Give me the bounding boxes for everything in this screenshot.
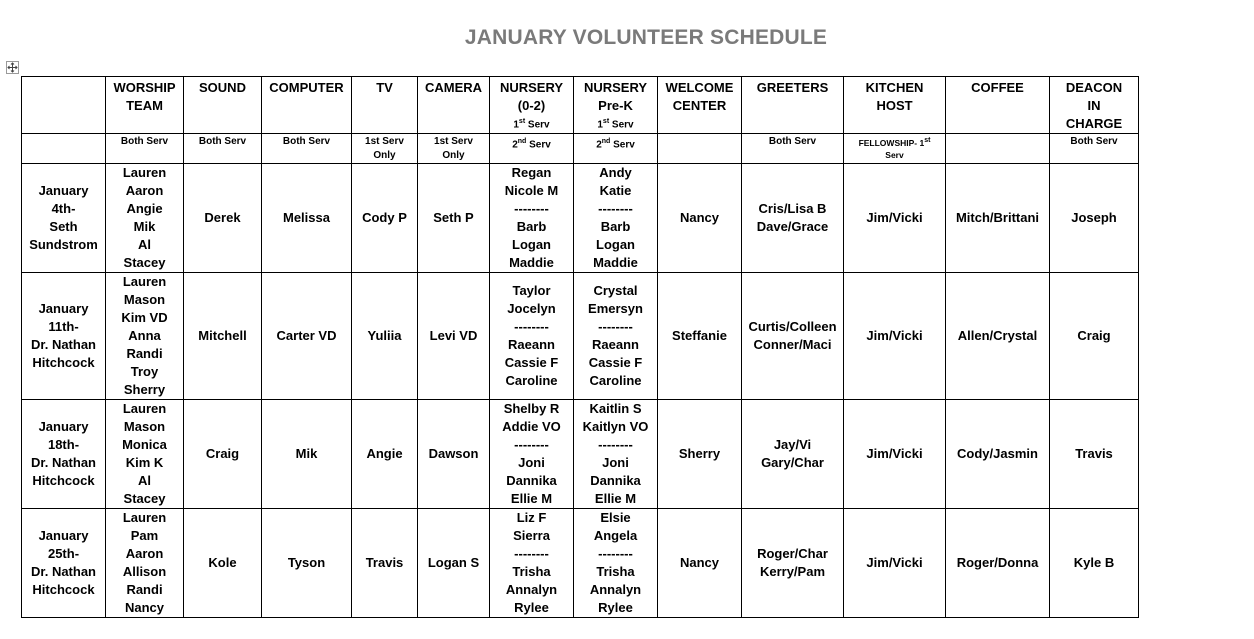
column-header (106, 77, 184, 134)
volunteer-name: Allen/Crystal (957, 328, 1038, 343)
service-cell (262, 134, 352, 164)
table-cell (352, 400, 418, 509)
volunteer-name: Mik (133, 219, 156, 234)
volunteer-name: Shelby R (503, 401, 560, 416)
date-cell (22, 509, 106, 618)
volunteer-name: Tyson (287, 555, 326, 570)
volunteer-name: Jim/Vicki (866, 210, 923, 225)
volunteer-name: Addie VO (502, 419, 561, 434)
volunteer-name: Lauren (122, 274, 167, 289)
volunteer-name: Troy (130, 364, 159, 379)
table-cell (742, 400, 844, 509)
table-cell (658, 509, 742, 618)
table-move-handle-icon[interactable] (6, 61, 19, 74)
column-header-line: NURSERY (583, 80, 648, 95)
date-cell-line: Hitchcock (32, 473, 95, 488)
table-row (22, 273, 1139, 400)
volunteer-name: Nicole M (504, 183, 559, 198)
volunteer-name: Emersyn (588, 301, 643, 316)
column-header (844, 77, 946, 134)
column-header-line: NURSERY (499, 80, 564, 95)
table-cell (742, 509, 844, 618)
volunteer-name: Joseph (1071, 210, 1117, 225)
service-cell (490, 134, 574, 164)
volunteer-name: Gary/Char (761, 455, 824, 470)
volunteer-name: Lauren (122, 401, 167, 416)
volunteer-name: Nancy (679, 555, 720, 570)
table-cell (844, 400, 946, 509)
date-cell-line: Hitchcock (32, 582, 95, 597)
volunteer-name: Al (138, 473, 151, 488)
column-header-line: TV (376, 80, 393, 95)
column-header-service: 1st Serv (597, 118, 634, 131)
table-cell (184, 509, 262, 618)
table-row (22, 509, 1139, 618)
column-header (742, 77, 844, 134)
service-cell-line: FELLOWSHIP- 1st (858, 137, 931, 148)
date-cell-line: Dr. Nathan (30, 455, 96, 470)
volunteer-name: Pam (130, 528, 159, 543)
volunteer-name: Jim/Vicki (866, 446, 923, 461)
volunteer-name: -------- (514, 437, 549, 452)
volunteer-name: Angie (366, 446, 403, 461)
volunteer-name: Stacey (123, 255, 166, 270)
volunteer-name: Steffanie (672, 328, 727, 343)
column-header-line: HOST (876, 98, 913, 113)
volunteer-name: Trisha (596, 564, 635, 579)
date-cell-line: January (38, 301, 89, 316)
volunteer-name: Katie (599, 183, 632, 198)
volunteer-name: Barb (600, 219, 631, 234)
table-cell (184, 164, 262, 273)
table-cell (844, 164, 946, 273)
column-header (262, 77, 352, 134)
table-cell (418, 400, 490, 509)
table-cell (418, 509, 490, 618)
volunteer-name: Jim/Vicki (866, 555, 923, 570)
volunteer-name: Maddie (593, 255, 638, 270)
date-cell-line: Hitchcock (32, 355, 95, 370)
volunteer-name: Kole (208, 555, 237, 570)
table-cell (742, 273, 844, 400)
volunteer-name: Rylee (514, 600, 549, 615)
volunteer-name: Curtis/Colleen (748, 319, 837, 334)
volunteer-name: Maddie (509, 255, 554, 270)
table-cell (574, 164, 658, 273)
date-cell-line: 18th- (47, 437, 80, 452)
volunteer-name: Barb (516, 219, 547, 234)
volunteer-name: Melissa (283, 210, 330, 225)
service-cell (418, 134, 490, 164)
table-cell (658, 164, 742, 273)
volunteer-name: Logan S (427, 555, 480, 570)
service-cell (658, 134, 742, 164)
table-cell (1050, 273, 1139, 400)
table-cell (490, 273, 574, 400)
table-cell (106, 509, 184, 618)
volunteer-name: Angela (593, 528, 638, 543)
page-title: JANUARY VOLUNTEER SCHEDULE (464, 26, 828, 49)
table-cell (658, 400, 742, 509)
table-cell (1050, 509, 1139, 618)
volunteer-name: Cody P (362, 210, 407, 225)
column-header-line: TEAM (126, 98, 163, 113)
volunteer-name: Craig (1077, 328, 1111, 343)
volunteer-name: Travis (1075, 446, 1113, 461)
volunteer-name: Nancy (679, 210, 720, 225)
service-cell (1050, 134, 1139, 164)
service-cell (22, 134, 106, 164)
column-header-line: SOUND (199, 80, 246, 95)
column-header-line: COMPUTER (269, 80, 344, 95)
volunteer-name: Randi (126, 582, 163, 597)
column-header (22, 77, 106, 134)
table-cell (574, 400, 658, 509)
table-cell (262, 509, 352, 618)
service-cell-line: Only (442, 150, 465, 161)
volunteer-name: -------- (514, 319, 549, 334)
volunteer-name: -------- (514, 201, 549, 216)
volunteer-name: -------- (598, 319, 633, 334)
volunteer-name: Elsie (600, 510, 631, 525)
service-row (22, 134, 1139, 164)
table-cell (946, 164, 1050, 273)
volunteer-name: Kyle B (1073, 555, 1115, 570)
column-header (418, 77, 490, 134)
service-cell-line: 1st Serv (434, 136, 473, 147)
date-cell-line: 25th- (47, 546, 80, 561)
column-header-line: GREETERS (756, 80, 829, 95)
volunteer-name: Taylor (512, 283, 551, 298)
date-cell-line: January (38, 183, 89, 198)
table-cell (490, 509, 574, 618)
volunteer-name: Cris/Lisa B (758, 201, 827, 216)
table-row (22, 164, 1139, 273)
table-cell (946, 400, 1050, 509)
service-cell-line: Both Serv (198, 136, 247, 147)
volunteer-name: Nancy (124, 600, 165, 615)
volunteer-name: Logan (596, 237, 635, 252)
volunteer-name: Dannika (590, 473, 641, 488)
volunteer-name: Mik (295, 446, 318, 461)
column-header-line: CAMERA (424, 80, 483, 95)
date-cell-line: Seth (49, 219, 78, 234)
service-cell-line: Only (373, 150, 396, 161)
volunteer-name: Jay/Vi (773, 437, 812, 452)
text-cursor (1138, 132, 1139, 150)
service-cell (184, 134, 262, 164)
date-cell-line: 11th- (48, 319, 79, 334)
volunteer-name: Raeann (592, 337, 639, 352)
volunteer-name: Jim/Vicki (866, 328, 923, 343)
volunteer-name: Aaron (125, 546, 164, 561)
volunteer-name: Dawson (428, 446, 479, 461)
volunteer-name: Kim K (125, 455, 164, 470)
column-header (184, 77, 262, 134)
table-cell (418, 273, 490, 400)
table-cell (574, 509, 658, 618)
service-cell (574, 134, 658, 164)
table-cell (574, 273, 658, 400)
volunteer-name: Kerry/Pam (759, 564, 826, 579)
column-header-line: CHARGE (1065, 116, 1123, 131)
volunteer-name: Andy (599, 165, 632, 180)
column-header-line: CENTER (672, 98, 727, 113)
volunteer-name: Lauren (122, 510, 167, 525)
service-cell (844, 134, 946, 164)
volunteer-name: Joni (602, 455, 629, 470)
volunteer-name: -------- (598, 201, 633, 216)
volunteer-name: -------- (598, 546, 633, 561)
volunteer-name: Crystal (593, 283, 638, 298)
column-header (352, 77, 418, 134)
table-cell (490, 400, 574, 509)
volunteer-name: Stacey (123, 491, 166, 506)
table-cell (352, 509, 418, 618)
service-cell (106, 134, 184, 164)
volunteer-name: Liz F (516, 510, 547, 525)
volunteer-name: Roger/Donna (956, 555, 1039, 570)
column-header-line: WORSHIP (113, 80, 176, 95)
table-cell (1050, 400, 1139, 509)
header-row (22, 77, 1139, 134)
volunteer-name: Craig (205, 446, 240, 461)
volunteer-name: Ellie M (594, 491, 637, 506)
column-header (946, 77, 1050, 134)
table-cell (106, 273, 184, 400)
volunteer-name: Aaron (125, 183, 164, 198)
volunteer-name: Mitch/Brittani (955, 210, 1040, 225)
volunteer-name: Regan (511, 165, 552, 180)
volunteer-name: Raeann (508, 337, 555, 352)
volunteer-name: Lauren (122, 165, 167, 180)
date-cell (22, 273, 106, 400)
date-cell (22, 400, 106, 509)
date-cell-line: January (38, 528, 89, 543)
volunteer-name: Sherry (123, 382, 166, 397)
date-cell-line: Dr. Nathan (30, 564, 96, 579)
service-cell-line: 2nd Serv (512, 138, 551, 151)
column-header-line: COFFEE (971, 80, 1024, 95)
volunteer-name: Derek (204, 210, 241, 225)
volunteer-name: Carter VD (276, 328, 337, 343)
volunteer-name: Logan (512, 237, 551, 252)
column-header-line: KITCHEN (865, 80, 924, 95)
volunteer-name: Kaitlyn VO (582, 419, 649, 434)
volunteer-name: Annalyn (505, 582, 558, 597)
column-header-line: IN (1087, 98, 1101, 113)
table-cell (742, 164, 844, 273)
volunteer-name: Caroline (589, 373, 642, 388)
column-header-service: 1st Serv (513, 118, 550, 131)
date-cell-line: January (38, 419, 89, 434)
service-cell-line: 1st Serv (365, 136, 404, 147)
table-cell (946, 273, 1050, 400)
table-cell (352, 164, 418, 273)
service-cell-line: Both Serv (768, 136, 817, 147)
table-row (22, 400, 1139, 509)
volunteer-name: Monica (122, 437, 167, 452)
date-cell-line: Sundstrom (29, 237, 98, 252)
table-cell (184, 273, 262, 400)
column-header-line: (0-2) (517, 98, 546, 113)
volunteer-name: Sierra (513, 528, 550, 543)
volunteer-name: Allison (122, 564, 167, 579)
column-header-line: DEACON (1065, 80, 1123, 95)
column-header (658, 77, 742, 134)
date-cell (22, 164, 106, 273)
date-cell-line: 4th- (51, 201, 76, 216)
volunteer-name: Kaitlin S (589, 401, 642, 416)
service-cell (946, 134, 1050, 164)
service-cell-line: 2nd Serv (596, 138, 635, 151)
volunteer-name: Jocelyn (507, 301, 556, 316)
table-cell (490, 164, 574, 273)
volunteer-name: Trisha (512, 564, 551, 579)
volunteer-name: Mason (123, 292, 166, 307)
volunteer-name: Caroline (505, 373, 558, 388)
volunteer-name: Angie (126, 201, 163, 216)
table-cell (184, 400, 262, 509)
volunteer-name: Joni (518, 455, 545, 470)
volunteer-name: Levi VD (429, 328, 478, 343)
volunteer-name: Ellie M (510, 491, 553, 506)
volunteer-name: Conner/Maci (753, 337, 832, 352)
volunteer-name: Dannika (506, 473, 557, 488)
table-cell (262, 164, 352, 273)
volunteer-name: Dave/Grace (756, 219, 829, 234)
column-header (1050, 77, 1139, 134)
table-cell (418, 164, 490, 273)
table-cell (1050, 164, 1139, 273)
volunteer-name: Rylee (598, 600, 633, 615)
volunteer-name: Mitchell (198, 328, 247, 343)
table-cell (106, 164, 184, 273)
column-header (574, 77, 658, 134)
volunteer-name: Travis (365, 555, 404, 570)
volunteer-name: Yuliia (367, 328, 402, 343)
column-header-line: WELCOME (665, 80, 734, 95)
volunteer-name: Seth P (433, 210, 474, 225)
volunteer-name: Cassie F (504, 355, 559, 370)
volunteer-name: Sherry (678, 446, 721, 461)
table-cell (844, 273, 946, 400)
service-cell-line: Both Serv (282, 136, 331, 147)
table-cell (658, 273, 742, 400)
volunteer-name: Kim VD (121, 310, 168, 325)
volunteer-name: Annalyn (589, 582, 642, 597)
volunteer-name: Roger/Char (757, 546, 828, 561)
volunteer-name: Anna (128, 328, 161, 343)
column-header-line: Pre-K (598, 98, 633, 113)
table-cell (352, 273, 418, 400)
column-header (490, 77, 574, 134)
schedule-table (21, 76, 1139, 618)
service-cell (742, 134, 844, 164)
date-cell-line: Dr. Nathan (30, 337, 96, 352)
volunteer-name: -------- (598, 437, 633, 452)
service-cell-line: Both Serv (1070, 136, 1118, 147)
table-cell (106, 400, 184, 509)
volunteer-name: -------- (514, 546, 549, 561)
table-cell (844, 509, 946, 618)
service-cell (352, 134, 418, 164)
table-cell (262, 400, 352, 509)
volunteer-name: Cody/Jasmin (957, 446, 1038, 461)
volunteer-name: Cassie F (588, 355, 643, 370)
volunteer-name: Mason (123, 419, 166, 434)
service-cell-line: Both Serv (120, 136, 169, 147)
table-cell (946, 509, 1050, 618)
volunteer-name: Randi (126, 346, 163, 361)
table-cell (262, 273, 352, 400)
service-cell-line: Serv (885, 149, 904, 160)
volunteer-name: Al (138, 237, 151, 252)
